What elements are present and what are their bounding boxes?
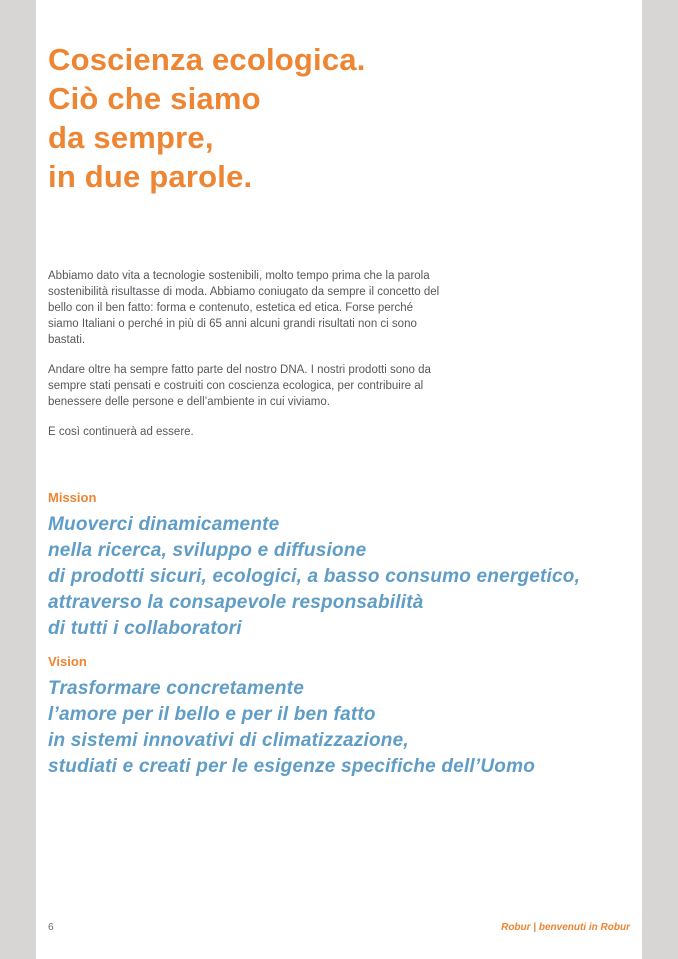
mission-line-1: Muoverci dinamicamente	[48, 514, 280, 535]
page-number: 6	[48, 922, 54, 933]
mission-section	[48, 490, 580, 642]
page-footer	[48, 922, 630, 933]
intro-paragraph-1: Abbiamo dato vita a tecnologie sostenibili, molto tempo prima che la parola sostenibilità risultasse di moda. Abbiamo coniugato da sempre il concetto del bello con il ben fatto: forma e contenuto, estetica ed etica. Forse perché siamo Italiani o perché in più di 65 anni alcuni grandi risultati non ci sono bastati.	[48, 270, 440, 346]
mission-line-3: di prodotti sicuri, ecologici, a basso consumo energetico,	[48, 566, 581, 587]
mission-line-4: attraverso la consapevole responsabilità	[48, 592, 424, 613]
vision-label: Vision	[48, 654, 87, 669]
vision-line-4: studiati e creati per le esigenze specifiche dell’Uomo	[48, 756, 536, 777]
page-title-line-2: Ciò che siamo	[48, 81, 261, 116]
intro-paragraph-2: Andare oltre ha sempre fatto parte del nostro DNA. I nostri prodotti sono da sempre stati pensati e costruiti con coscienza ecologica, per contribuire al benessere delle persone e dell’ambiente in cui viviamo.	[48, 364, 431, 408]
mission-statement	[48, 512, 580, 642]
page-title-line-4: in due parole.	[48, 159, 253, 194]
page-edge-right	[642, 0, 678, 959]
page-title-line-3: da sempre,	[48, 120, 214, 155]
vision-line-3: in sistemi innovativi di climatizzazione,	[48, 730, 409, 751]
vision-statement	[48, 676, 535, 780]
vision-line-1: Trasformare concretamente	[48, 678, 304, 699]
mission-line-5: di tutti i collaboratori	[48, 618, 242, 639]
page-title	[48, 40, 366, 196]
vision-line-2: l’amore per il bello e per il ben fatto	[48, 704, 376, 725]
page-title-line-1: Coscienza ecologica.	[48, 42, 366, 77]
intro-text	[48, 268, 444, 454]
footer-brand-text: Robur | benvenuti in Robur	[501, 922, 630, 933]
vision-section	[48, 654, 535, 780]
mission-label: Mission	[48, 490, 97, 505]
mission-line-2: nella ricerca, sviluppo e diffusione	[48, 540, 367, 561]
intro-paragraph-3: E così continuerà ad essere.	[48, 426, 194, 438]
page-edge-left	[0, 0, 36, 959]
